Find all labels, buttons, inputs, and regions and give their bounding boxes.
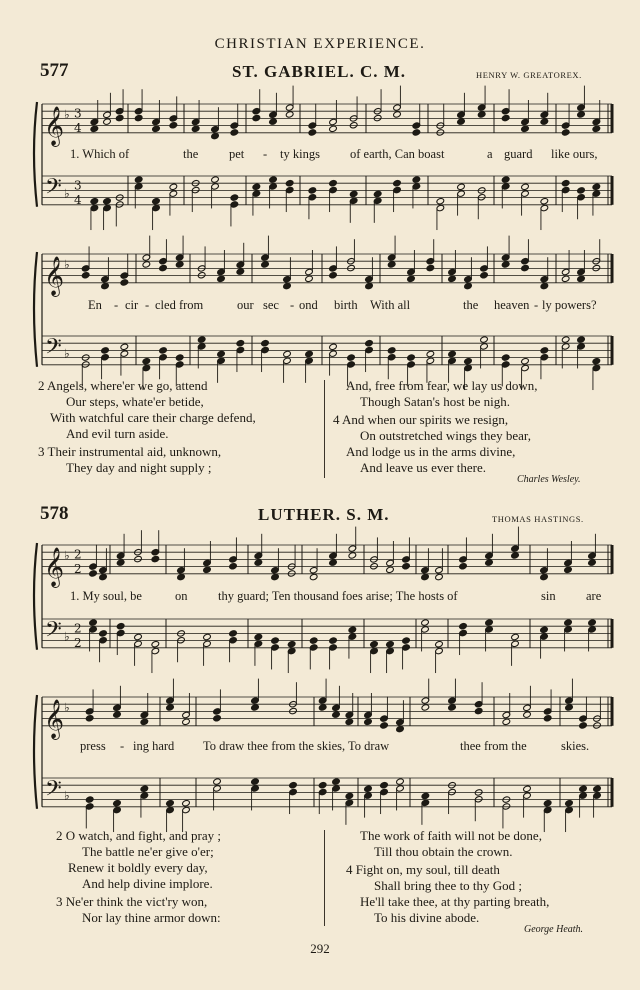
h577-sys1-treble-note xyxy=(561,129,570,136)
h578-sys1-bass-note xyxy=(370,641,379,648)
stanza-line: Though Satan's host be nigh. xyxy=(360,394,511,409)
h577-sys2-treble-note xyxy=(217,275,226,282)
h578-sys1-treble-note xyxy=(435,573,444,580)
lyric-syllable: the xyxy=(463,298,479,312)
h578-sys2-treble-note xyxy=(332,711,341,718)
h578-sys1-treble-note xyxy=(348,552,357,559)
h577-sys2-bass-note xyxy=(159,347,168,354)
h578-sys1-treble-clef: 𝄞 xyxy=(44,546,65,587)
h577-sys1-bass-note xyxy=(134,176,143,183)
h578-sys2-key-flat: ♭ xyxy=(64,788,70,803)
stanza-line: 2 Angels, where'er we go, attend xyxy=(38,378,208,393)
h578-sys2-bass-note xyxy=(565,800,574,807)
h578-sys1-treble-note xyxy=(564,566,573,573)
tune-name-577: ST. GABRIEL. C. M. xyxy=(232,62,407,81)
h578-sys1-bass-note xyxy=(134,633,143,640)
lyric-syllable: of earth, Can boast xyxy=(350,147,445,161)
h577-sys2-bass-note xyxy=(387,347,396,354)
h578-sys1-bass-note xyxy=(348,626,357,633)
h577-sys2-bass-note xyxy=(120,343,129,350)
stanza-line: And, free from fear, we lay us down, xyxy=(346,378,538,393)
h577-sys1-bass-note xyxy=(308,187,317,194)
h577-sys2-bass-note xyxy=(501,354,510,361)
h578-sys1-treble-note xyxy=(485,559,494,566)
h577-sys1-meter: 3 xyxy=(74,106,82,121)
h577-sys1-treble-note xyxy=(540,118,549,125)
page-number: 292 xyxy=(310,941,330,956)
h577-sys1-treble-note xyxy=(592,125,601,132)
stanza-line: Renew it boldly every day, xyxy=(68,860,208,875)
composer-577: HENRY W. GREATOREX. xyxy=(476,70,582,80)
h578-sys2-bass-note xyxy=(421,792,430,799)
h578-sys2-bass-note xyxy=(166,800,175,807)
h578-sys1-treble-note xyxy=(309,573,318,580)
stanza-line: The work of faith will not be done, xyxy=(360,828,542,843)
h577-sys1-bass-note xyxy=(540,198,549,205)
h577-sys2-bass-note xyxy=(283,350,292,357)
h578-sys1-meter: 2 xyxy=(74,561,82,576)
h577-sys2-bass-note xyxy=(175,354,184,361)
h577-sys2-treble-note xyxy=(464,282,473,289)
h578-sys2-bass-note xyxy=(182,800,191,807)
h577-sys2-key-flat: ♭ xyxy=(64,257,70,272)
h578-sys1-meter: 2 xyxy=(74,547,82,562)
lyric-syllable: the xyxy=(183,147,199,161)
hymn-number-578: 578 xyxy=(40,503,69,524)
h577-sys2-treble-note xyxy=(81,272,90,279)
h577-sys1-key-flat: ♭ xyxy=(64,186,70,201)
stanza-line: Our steps, whate'er betide, xyxy=(66,394,204,409)
hymn-number-577: 577 xyxy=(40,60,69,81)
h577-sys1-meter: 4 xyxy=(74,120,82,135)
h578-sys2-treble-note xyxy=(345,718,354,725)
stanza-line: On outstretched wings they bear, xyxy=(360,428,531,443)
h577-sys1-meter: 3 xyxy=(74,178,82,193)
lyric-syllable: 1. My soul, be xyxy=(70,589,142,603)
h577-sys2-treble-note xyxy=(480,272,489,279)
lyric-syllable: ing hard xyxy=(133,739,175,753)
h578-sys2-treble-note xyxy=(579,722,588,729)
lyric-syllable: skies. xyxy=(561,739,590,753)
h578-sys2-treble-note xyxy=(85,715,94,722)
h577-sys1-treble-note xyxy=(211,132,220,139)
h577-sys1-bass-note xyxy=(412,176,421,183)
h578-sys2-bass-clef: 𝄢 xyxy=(45,776,62,807)
h578-sys1-bass-note xyxy=(287,641,296,648)
h578-sys2-treble-note xyxy=(565,704,574,711)
h577-sys1-treble-note xyxy=(103,118,112,125)
stanza-line: With watchful care their charge defend, xyxy=(50,410,256,425)
h577-sys2-treble-note xyxy=(426,264,435,271)
h578-sys1-treble-note xyxy=(99,573,108,580)
h577-sys2-treble-note xyxy=(387,261,396,268)
stanza-line: And lodge us in the arms divine, xyxy=(346,444,516,459)
h577-sys2-treble-clef: 𝄞 xyxy=(44,255,65,296)
stanza-line: And evil turn aside. xyxy=(66,426,169,441)
h578-sys1-treble-note xyxy=(588,559,597,566)
h577-sys2-bass-clef: 𝄢 xyxy=(45,334,62,365)
lyric-syllable: ond xyxy=(299,298,318,312)
h577-sys2-treble-note xyxy=(407,275,416,282)
h577-sys1-treble-note xyxy=(191,125,200,132)
h578-sys1-bass-note xyxy=(99,630,108,637)
h577-sys2-bass-note xyxy=(540,347,549,354)
h578-sys2-treble-note xyxy=(318,704,327,711)
h578-sys2-bass-note xyxy=(113,800,122,807)
h578-sys1-treble-note xyxy=(402,563,411,570)
h578-sys1-treble-note xyxy=(203,566,212,573)
h578-sys2-bass-note xyxy=(251,778,260,785)
h577-sys1-bass-note xyxy=(269,176,278,183)
h578-sys2-bass-note xyxy=(523,785,532,792)
lyric-syllable: - xyxy=(120,739,125,753)
h578-sys1-brace xyxy=(34,543,37,650)
h577-sys2-bass-note xyxy=(101,347,110,354)
h578-sys2-treble-note xyxy=(251,704,260,711)
h577-sys1-bass-note xyxy=(329,180,338,187)
h577-sys2-bass-note xyxy=(464,358,473,365)
h577-sys2-bass-note xyxy=(142,358,151,365)
stanza-line: 4 And when our spirits we resign, xyxy=(333,412,509,427)
h578-sys1-bass-clef: 𝄢 xyxy=(45,617,62,648)
stanza-line: Till thou obtain the crown. xyxy=(374,844,513,859)
h578-sys1-bass-note xyxy=(435,641,444,648)
h577-sys1-treble-note xyxy=(521,125,530,132)
h577-sys1-bass-note xyxy=(373,190,382,197)
h578-sys1-treble-note xyxy=(421,573,430,580)
lyric-syllable: - xyxy=(145,298,150,312)
composer-578: THOMAS HASTINGS. xyxy=(492,514,584,524)
h577-sys2-treble-note xyxy=(305,275,314,282)
h578-sys1-bass-note xyxy=(402,637,411,644)
h578-sys2-treble-note xyxy=(140,718,149,725)
h578-sys2-treble-note xyxy=(113,711,122,718)
h577-sys1-bass-note xyxy=(501,176,510,183)
h577-sys1-bass-note xyxy=(521,183,530,190)
h577-sys1-bass-note xyxy=(252,183,261,190)
h577-sys2-treble-note xyxy=(236,268,245,275)
h578-sys1-bass-note xyxy=(309,637,318,644)
h577-sys1-bass-note xyxy=(169,183,178,190)
lyric-syllable: 1. Which of xyxy=(70,147,130,161)
h578-sys1-bass-note xyxy=(329,637,338,644)
lyric-syllable: like ours, xyxy=(551,147,598,161)
h577-sys2-bass-note xyxy=(480,336,489,343)
h577-sys2-treble-note xyxy=(283,282,292,289)
h577-sys2-treble-note xyxy=(577,275,586,282)
h577-sys1-bass-clef: 𝄢 xyxy=(45,174,62,205)
h578-sys1-bass-note xyxy=(271,637,280,644)
stanza-line: 4 Fight on, my soul, till death xyxy=(346,862,500,877)
h577-sys1-bass-note xyxy=(592,183,601,190)
stanza-line: He'll take thee, at thy parting breath, xyxy=(360,894,550,909)
h577-sys1-key-flat: ♭ xyxy=(64,107,70,122)
h577-sys2-bass-note xyxy=(407,354,416,361)
h578-sys1-bass-note xyxy=(89,619,98,626)
h578-sys1-bass-note xyxy=(588,619,597,626)
h578-sys2-bass-note xyxy=(85,796,94,803)
lyric-syllable: pet xyxy=(229,147,245,161)
h578-sys1-bass-note xyxy=(229,630,238,637)
h577-sys1-treble-note xyxy=(477,111,486,118)
text-author-578: George Heath. xyxy=(524,924,584,935)
h578-sys2-bass-note xyxy=(543,800,552,807)
h578-sys1-bass-note xyxy=(511,633,520,640)
h578-sys1-bass-note xyxy=(485,619,494,626)
h578-sys1-treble-note xyxy=(229,563,238,570)
h577-sys2-treble-note xyxy=(175,261,184,268)
h577-sys2-bass-note xyxy=(426,350,435,357)
h578-sys1-treble-note xyxy=(271,573,280,580)
lyric-syllable: sec xyxy=(263,298,279,312)
h577-sys2-bass-note xyxy=(197,336,206,343)
h578-sys2-treble-note xyxy=(396,725,405,732)
h577-sys2-bass-note xyxy=(236,340,245,347)
lyric-syllable: on xyxy=(175,589,188,603)
h578-sys2-treble-note xyxy=(421,704,430,711)
h577-sys1-treble-note xyxy=(152,125,161,132)
h578-sys2-brace xyxy=(34,695,37,809)
h578-sys1-bass-note xyxy=(564,619,573,626)
h578-sys2-treble-clef: 𝄞 xyxy=(44,698,65,739)
h578-sys1-bass-note xyxy=(254,633,263,640)
h577-sys1-treble-note xyxy=(285,111,294,118)
lyric-syllable: ly powers? xyxy=(542,298,597,312)
lyric-syllable: - xyxy=(263,147,268,161)
lyric-syllable: thee from the xyxy=(460,739,527,753)
h578-sys1-bass-note xyxy=(151,641,160,648)
h578-sys1-key-flat: ♭ xyxy=(64,629,70,644)
h578-sys2-treble-note xyxy=(213,715,222,722)
h577-sys2-bass-note xyxy=(592,358,601,365)
lyric-syllable: guard xyxy=(504,147,533,161)
h578-sys1-treble-note xyxy=(177,573,186,580)
h577-sys1-bass-note xyxy=(349,190,358,197)
lyric-syllable: cir xyxy=(125,298,139,312)
h578-sys2-bass-note xyxy=(318,782,327,789)
h577-sys1-bass-note xyxy=(393,180,402,187)
lyric-syllable: are xyxy=(586,589,602,603)
h578-sys2-key-flat: ♭ xyxy=(64,700,70,715)
h578-sys1-bass-note xyxy=(421,619,430,626)
lyric-syllable: To draw thee from the skies, To draw xyxy=(203,739,390,753)
h577-sys1-treble-note xyxy=(501,114,510,121)
h577-sys2-bass-note xyxy=(577,336,586,343)
tune-name-578: LUTHER. S. M. xyxy=(258,505,390,524)
h578-sys2-treble-note xyxy=(166,704,175,711)
h577-sys1-treble-note xyxy=(393,111,402,118)
h578-sys2-bass-note xyxy=(213,778,222,785)
h578-sys2-bass-note xyxy=(289,782,298,789)
h577-sys1-meter: 4 xyxy=(74,192,82,207)
h577-sys2-key-flat: ♭ xyxy=(64,346,70,361)
h578-sys2-treble-note xyxy=(474,707,483,714)
h577-sys2-bass-note xyxy=(365,340,374,347)
h577-sys1-treble-note xyxy=(412,129,421,136)
lyric-syllable: En xyxy=(88,298,102,312)
h578-sys1-treble-note xyxy=(511,552,520,559)
h577-sys1-treble-note xyxy=(329,125,338,132)
h578-sys1-treble-note xyxy=(89,570,98,577)
h577-sys1-bass-note xyxy=(90,198,99,205)
stanza-line: They day and night supply ; xyxy=(66,460,212,475)
h578-sys1-treble-note xyxy=(254,559,263,566)
h577-sys1-treble-note xyxy=(230,129,239,136)
h577-sys1-treble-note xyxy=(269,118,278,125)
h577-sys2-treble-note xyxy=(561,275,570,282)
lyric-syllable: With all xyxy=(370,298,411,312)
h578-sys2-treble-note xyxy=(543,715,552,722)
h577-sys1-bass-note xyxy=(211,176,220,183)
h577-sys2-bass-note xyxy=(261,340,270,347)
lyric-syllable: - xyxy=(290,298,295,312)
h577-sys2-bass-note xyxy=(217,350,226,357)
h577-sys2-bass-note xyxy=(347,354,356,361)
h578-sys2-treble-note xyxy=(523,711,532,718)
h577-sys2-treble-note xyxy=(365,282,374,289)
h578-sys2-treble-note xyxy=(502,718,511,725)
h578-sys1-bass-note xyxy=(116,623,125,630)
h577-sys1-treble-note xyxy=(134,114,143,121)
h578-sys2-treble-note xyxy=(448,704,457,711)
stanza-line: 3 Their instrumental aid, unknown, xyxy=(38,444,222,459)
h578-sys1-treble-note xyxy=(386,566,395,573)
h577-sys2-bass-note xyxy=(305,350,314,357)
h577-sys2-treble-note xyxy=(448,275,457,282)
h578-sys2-bass-note xyxy=(345,792,354,799)
lyric-syllable: birth xyxy=(334,298,358,312)
stanza-line: Nor lay thine armor down: xyxy=(82,910,221,925)
h578-sys2-treble-note xyxy=(182,718,191,725)
lyric-syllable: cled from xyxy=(155,298,204,312)
h577-sys1-bass-note xyxy=(561,180,570,187)
h577-sys2-treble-note xyxy=(101,282,110,289)
h578-sys2-bass-note xyxy=(579,785,588,792)
stanza-line: And leave us ever there. xyxy=(360,460,486,475)
h578-sys1-treble-note xyxy=(151,555,160,562)
h578-sys1-bass-note xyxy=(540,626,549,633)
h577-sys2-treble-note xyxy=(329,272,338,279)
h577-sys2-brace xyxy=(34,252,37,367)
h578-sys1-treble-note xyxy=(540,573,549,580)
lyric-syllable: press xyxy=(80,739,106,753)
h578-sys1-bass-note xyxy=(386,641,395,648)
h577-sys1-treble-note xyxy=(115,114,124,121)
h578-sys1-treble-note xyxy=(459,563,468,570)
h577-sys2-treble-note xyxy=(501,261,510,268)
h577-sys1-treble-clef: 𝄞 xyxy=(44,105,65,146)
lyric-syllable: ty kings xyxy=(280,147,320,161)
h578-sys1-bass-note xyxy=(459,623,468,630)
stanza-line: And help divine implore. xyxy=(82,876,213,891)
h578-sys1-key-flat: ♭ xyxy=(64,548,70,563)
stanza-line: Shall bring thee to thy God ; xyxy=(374,878,523,893)
h578-sys2-bass-note xyxy=(364,785,373,792)
h578-sys1-treble-note xyxy=(329,559,338,566)
h577-sys1-brace xyxy=(34,102,37,207)
h578-sys2-bass-note xyxy=(396,778,405,785)
h577-sys1-treble-note xyxy=(457,118,466,125)
h577-sys1-bass-note xyxy=(103,198,112,205)
h578-sys1-bass-note xyxy=(203,633,212,640)
h577-sys1-treble-note xyxy=(252,114,261,121)
h578-sys2-bass-note xyxy=(380,782,389,789)
h577-sys2-treble-note xyxy=(521,264,530,271)
h577-sys1-bass-note xyxy=(285,180,294,187)
h577-sys1-bass-note xyxy=(577,187,586,194)
h577-sys1-bass-note xyxy=(436,198,445,205)
stanza-line: The battle ne'er give o'er; xyxy=(82,844,214,859)
h577-sys2-bass-note xyxy=(448,350,457,357)
h577-sys2-treble-note xyxy=(142,261,151,268)
stanza-line: 3 Ne'er think the vict'ry won, xyxy=(56,894,208,909)
h577-sys1-treble-note xyxy=(577,111,586,118)
h577-sys2-bass-note xyxy=(521,358,530,365)
lyric-syllable: sin xyxy=(541,589,556,603)
h577-sys1-bass-note xyxy=(230,194,239,201)
lyric-syllable: a xyxy=(487,147,493,161)
lyric-syllable: heaven xyxy=(494,298,530,312)
h577-sys1-bass-note xyxy=(457,183,466,190)
lyric-syllable: - xyxy=(534,298,539,312)
h577-sys2-bass-note xyxy=(561,336,570,343)
h577-sys2-treble-note xyxy=(120,279,129,286)
h577-sys2-treble-note xyxy=(159,264,168,271)
running-head: CHRISTIAN EXPERIENCE. xyxy=(214,36,426,52)
h577-sys2-bass-note xyxy=(329,343,338,350)
h578-sys2-treble-note xyxy=(380,722,389,729)
h578-sys1-meter: 2 xyxy=(74,621,82,636)
stanza-line: To his divine abode. xyxy=(374,910,480,925)
h578-sys2-bass-note xyxy=(332,778,341,785)
h578-sys2-treble-note xyxy=(364,718,373,725)
h578-sys2-bass-note xyxy=(593,785,602,792)
h577-sys2-treble-note xyxy=(540,282,549,289)
stanza-line: 2 O watch, and fight, and pray ; xyxy=(56,828,221,843)
h577-sys2-treble-note xyxy=(261,261,270,268)
h577-sys1-bass-note xyxy=(152,198,161,205)
h577-sys1-treble-note xyxy=(90,125,99,132)
h578-sys2-bass-note xyxy=(140,785,149,792)
lyric-syllable: - xyxy=(114,298,119,312)
h577-sys1-treble-note xyxy=(308,129,317,136)
h578-sys1-meter: 2 xyxy=(74,635,82,650)
h578-sys1-treble-note xyxy=(116,559,125,566)
h577-sys1-treble-note xyxy=(169,122,178,129)
lyric-syllable: our xyxy=(237,298,254,312)
text-author-577: Charles Wesley. xyxy=(517,474,581,485)
lyric-syllable: thy guard; Ten thousand foes arise; The hosts of xyxy=(218,589,458,603)
